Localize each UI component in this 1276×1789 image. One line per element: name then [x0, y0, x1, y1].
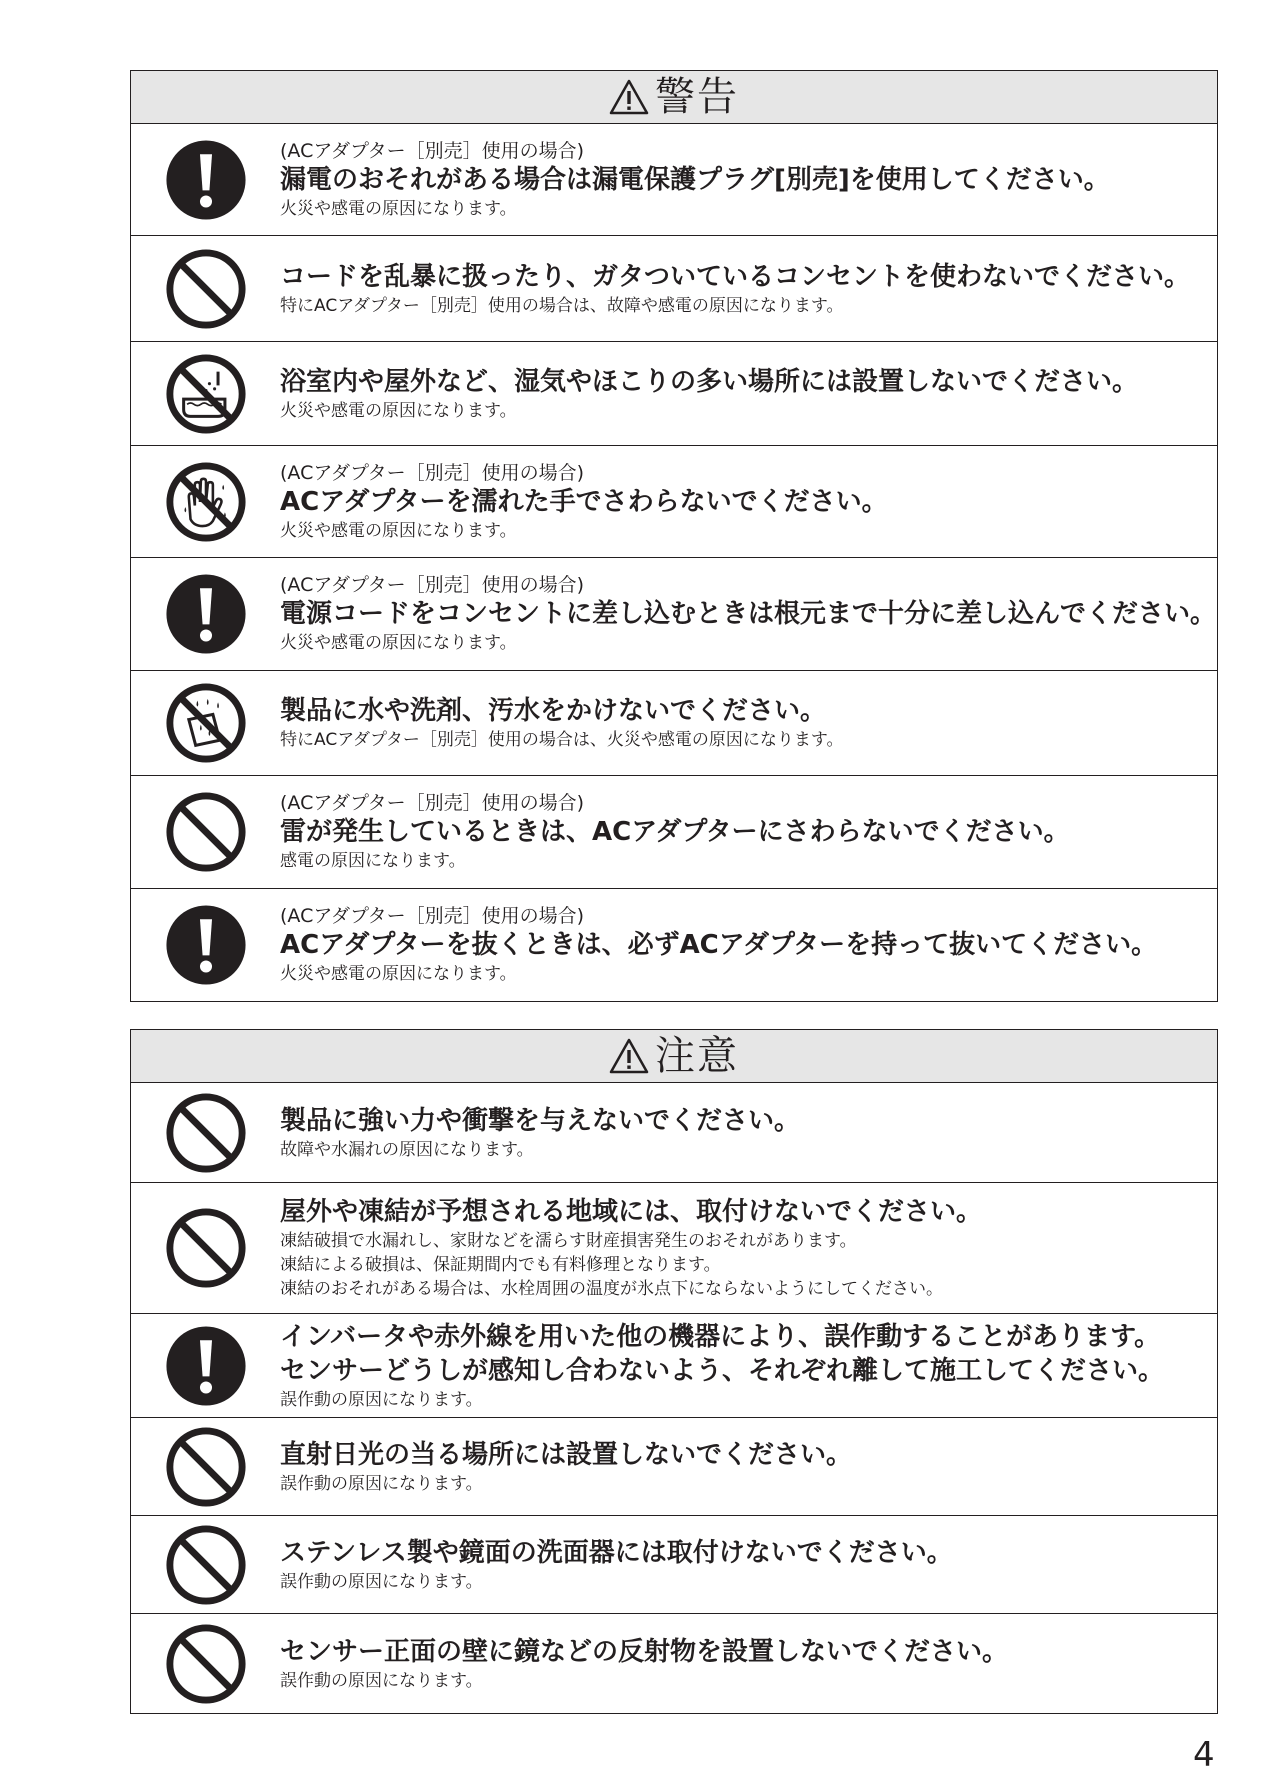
- item-icon-cell: [131, 459, 280, 545]
- item-heading: 屋外や凍結が予想される地域には、取付けないでください。: [280, 1197, 983, 1227]
- item-text: [280, 1195, 1217, 1301]
- caution-header: [131, 1030, 1217, 1083]
- caution-item: [131, 1418, 1217, 1516]
- caution-title: 注意: [655, 1033, 739, 1079]
- item-icon-cell: [131, 571, 280, 657]
- warning-item: [131, 671, 1217, 776]
- prohibited-icon: [163, 789, 249, 875]
- warning-item: [131, 124, 1217, 236]
- item-note: 誤作動の原因になります。: [280, 1473, 483, 1494]
- item-text: [280, 904, 1217, 986]
- item-heading: ACアダプターを抜くときは、必ずACアダプターを持って抜いてください。: [280, 930, 1158, 960]
- no-bathroom-icon: [163, 351, 249, 437]
- item-note: 特にACアダプター［別売］使用の場合は、火災や感電の原因になります。: [280, 730, 844, 750]
- item-heading: 電源コードをコンセントに差し込むときは根元まで十分に差し込んでください。: [280, 599, 1217, 629]
- item-heading: 製品に水や洗剤、汚水をかけないでください。: [280, 696, 827, 726]
- warning-triangle-icon: [609, 79, 649, 115]
- item-note: 凍結のおそれがある場合は、水栓周囲の温度が氷点下にならないようにしてください。: [280, 1279, 943, 1299]
- item-heading: インバータや赤外線を用いた他の機器により、誤作動することがあります。: [280, 1321, 1161, 1352]
- item-text: [280, 791, 1217, 873]
- item-note: 火災や感電の原因になります。: [280, 520, 517, 541]
- warning-item: [131, 889, 1217, 1001]
- no-water-splash-icon: [163, 680, 249, 766]
- item-icon-cell: [131, 789, 280, 875]
- prohibited-icon: [163, 1522, 249, 1608]
- item-text: [280, 1536, 1217, 1594]
- warning-item: [131, 236, 1217, 342]
- prohibited-icon: [163, 1424, 249, 1510]
- item-icon-cell: [131, 680, 280, 766]
- item-icon-cell: [131, 137, 280, 223]
- warning-item: [131, 446, 1217, 558]
- item-note: 感電の原因になります。: [280, 851, 466, 871]
- item-note: 火災や感電の原因になります。: [280, 964, 517, 984]
- prohibited-icon: [163, 1621, 249, 1707]
- item-note: 火災や感電の原因になります。: [280, 400, 517, 421]
- item-icon-cell: [131, 1090, 280, 1176]
- item-text: [280, 365, 1217, 423]
- item-heading: 雷が発生しているときは、ACアダプターにさわらないでください。: [280, 817, 1070, 847]
- page-number: 4: [1193, 1735, 1215, 1775]
- item-note: 故障や水漏れの原因になります。: [280, 1139, 534, 1160]
- item-precondition: (ACアダプター［別売］使用の場合): [280, 139, 585, 162]
- item-text: [280, 260, 1217, 318]
- item-note: 凍結破損で水漏れし、家財などを濡らす財産損害発生のおそれがあります。: [280, 1231, 857, 1251]
- item-heading: 製品に強い力や衝撃を与えないでください。: [280, 1105, 801, 1136]
- item-heading: ACアダプターを濡れた手でさわらないでください。: [280, 486, 888, 517]
- caution-section: [130, 1029, 1218, 1714]
- item-heading: ステンレス製や鏡面の洗面器には取付けないでください。: [280, 1537, 953, 1568]
- mandatory-icon: [163, 571, 249, 657]
- warning-item: [131, 558, 1217, 671]
- item-precondition: (ACアダプター［別売］使用の場合): [280, 792, 585, 814]
- item-icon-cell: [131, 1323, 280, 1409]
- caution-item: [131, 1614, 1217, 1713]
- item-precondition: (ACアダプター［別売］使用の場合): [280, 461, 585, 484]
- no-wet-hands-icon: [163, 459, 249, 545]
- item-text: [280, 1635, 1217, 1693]
- caution-item: [131, 1516, 1217, 1614]
- item-icon-cell: [131, 351, 280, 437]
- item-icon-cell: [131, 1424, 280, 1510]
- item-text: [280, 461, 1217, 543]
- warning-title: 警告: [655, 74, 739, 120]
- warning-item: [131, 776, 1217, 889]
- prohibited-icon: [163, 246, 249, 332]
- item-text: [280, 1438, 1217, 1496]
- prohibited-icon: [163, 1205, 249, 1291]
- item-note: 特にACアダプター［別売］使用の場合は、故障や感電の原因になります。: [280, 295, 844, 316]
- item-note: 誤作動の原因になります。: [280, 1571, 483, 1592]
- item-icon-cell: [131, 246, 280, 332]
- warning-item: [131, 342, 1217, 446]
- item-heading: センサー正面の壁に鏡などの反射物を設置しないでください。: [280, 1636, 1009, 1667]
- item-note: 誤作動の原因になります。: [280, 1670, 483, 1691]
- mandatory-icon: [163, 137, 249, 223]
- item-icon-cell: [131, 1522, 280, 1608]
- item-heading: 直射日光の当る場所には設置しないでください。: [280, 1439, 853, 1470]
- item-heading: センサーどうしが感知し合わないよう、それぞれ離して施工してください。: [280, 1355, 1165, 1386]
- item-text: [280, 1104, 1217, 1162]
- item-text: [280, 694, 1217, 752]
- warning-header: [131, 71, 1217, 124]
- item-text: [280, 573, 1217, 655]
- item-note: 火災や感電の原因になります。: [280, 633, 517, 653]
- caution-item: [131, 1314, 1217, 1418]
- mandatory-icon: [163, 902, 249, 988]
- caution-item: [131, 1083, 1217, 1183]
- caution-triangle-icon: [609, 1038, 649, 1074]
- item-icon-cell: [131, 1205, 280, 1291]
- item-text: [280, 1320, 1217, 1412]
- warning-section: [130, 70, 1218, 1002]
- item-note: 凍結による破損は、保証期間内でも有料修理となります。: [280, 1255, 721, 1275]
- item-heading: コードを乱暴に扱ったり、ガタついているコンセントを使わないでください。: [280, 261, 1191, 292]
- prohibited-icon: [163, 1090, 249, 1176]
- item-precondition: (ACアダプター［別売］使用の場合): [280, 905, 585, 927]
- item-icon-cell: [131, 902, 280, 988]
- item-note: 誤作動の原因になります。: [280, 1389, 483, 1410]
- item-note: 火災や感電の原因になります。: [280, 198, 517, 219]
- mandatory-icon: [163, 1323, 249, 1409]
- item-precondition: (ACアダプター［別売］使用の場合): [280, 574, 585, 596]
- item-heading: 漏電のおそれがある場合は漏電保護プラグ[別売]を使用してください。: [280, 164, 1110, 195]
- item-text: [280, 139, 1217, 221]
- item-icon-cell: [131, 1621, 280, 1707]
- caution-item: [131, 1183, 1217, 1314]
- item-heading: 浴室内や屋外など、湿気やほこりの多い場所には設置しないでください。: [280, 366, 1139, 397]
